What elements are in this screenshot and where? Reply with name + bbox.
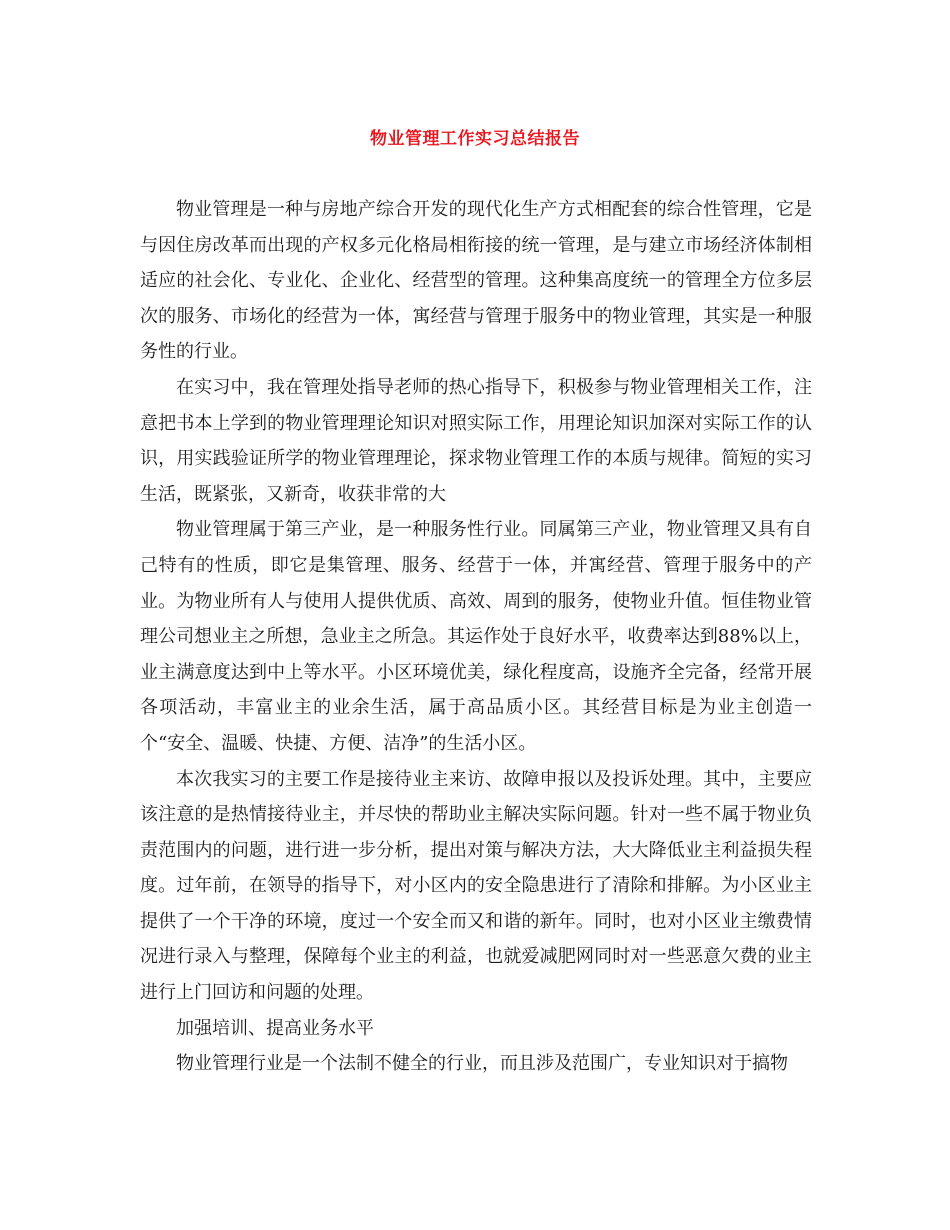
paragraph: 物业管理是一种与房地产综合开发的现代化生产方式相配套的综合性管理，它是与因住房改革而出现的产权多元化格局相衔接的统一管理，是与建立市场经济体制相适应的社会化、专业化、企业化、经营型的管理。这种集高度统一的管理全方位多层次的服务、市场化的经营为一体，寓经营与管理于服务中的物业管理，其实是一种服务性的行业。 [140,199,812,363]
section-heading: 加强培训、提高业务水平 [176,1017,374,1039]
paragraph: 在实习中，我在管理处指导老师的热心指导下，积极参与物业管理相关工作，注意把书本上学到的物业管理理论知识对照实际工作，用理论知识加深对实际工作的认识，用实践验证所学的物业管理理论，探求物业管理工作的本质与规律。简短的实习生活，既紧张，又新奇，收获非常的大 [140,376,812,505]
paragraph: 物业管理属于第三产业，是一种服务性行业。同属第三产业，物业管理又具有自己特有的性质，即它是集管理、服务、经营于一体，并寓经营、管理于服务中的产业。为物业所有人与使用人提供优质、高效、周到的服务，使物业升值。恒佳物业管理公司想业主之所想，急业主之所急。其运作处于良好水平，收费率达到88%以上，业主满意度达到中上等水平。小区环境优美，绿化程度高，设施齐全完备，经常开展各项活动，丰富业主的业余生活，属于高品质小区。其经营目标是为业主创造一个“安全、温暖、快捷、方便、洁净”的生活小区。 [140,519,812,754]
paragraph: 本次我实习的主要工作是接待业主来访、故障申报以及投诉处理。其中，主要应该注意的是热情接待业主，并尽快的帮助业主解决实际问题。针对一些不属于物业负责范围内的问题，进行进一步分析，提出对策与解决方法，大大降低业主利益损失程度。过年前，在领导的指导下，对小区内的安全隐患进行了清除和排解。为小区业主提供了一个干净的环境，度过一个安全而又和谐的新年。同时，也对小区业主缴费情况进行录入与整理，保障每个业主的利益，也就爱减肥网同时对一些恶意欠费的业主进行上门回访和问题的处理。 [140,768,812,1004]
document-body [140,192,812,1082]
document-title: 物业管理工作实习总结报告 [370,129,580,149]
paragraph: 物业管理行业是一个法制不健全的行业，而且涉及范围广，专业知识对于搞物 [176,1053,788,1075]
